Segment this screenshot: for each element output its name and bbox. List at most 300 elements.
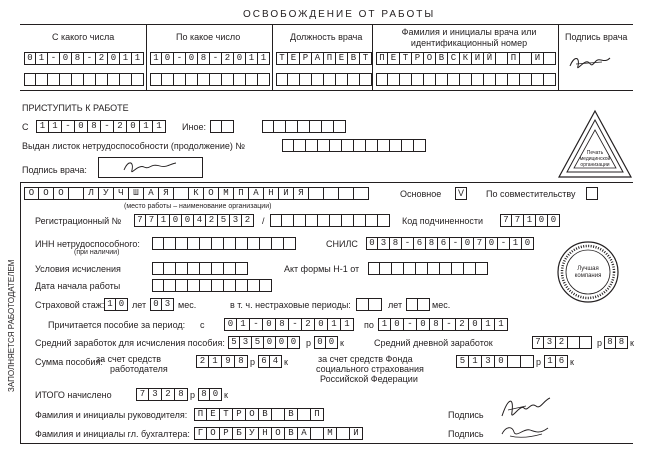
avg-earnings-kop[interactable]: [314, 336, 338, 349]
char-cell: В: [285, 427, 298, 440]
inn-caption: (при наличии): [74, 249, 120, 256]
char-cell: 0: [60, 52, 72, 65]
char-cell: [188, 279, 200, 292]
char-cell: [440, 262, 452, 275]
char-cell: Р: [220, 427, 233, 440]
section-line: [20, 182, 633, 183]
char-cell: М: [324, 427, 337, 440]
employer-kop-unit: к: [284, 357, 288, 367]
char-cell: 3: [482, 355, 495, 368]
total-kop-unit: к: [224, 390, 228, 400]
char-cell: [212, 279, 224, 292]
period-from-label: с: [200, 320, 205, 330]
char-cell: [132, 73, 144, 86]
char-cell: И: [279, 187, 294, 200]
char-cell: [300, 73, 312, 86]
inn-label: ИНН нетрудоспособного:: [35, 239, 140, 249]
char-cell: П: [376, 52, 388, 65]
char-cell: [330, 139, 342, 152]
fss-label-2: социального страхования: [316, 364, 424, 374]
char-cell: В: [259, 408, 272, 421]
other-label: Иное:: [182, 122, 206, 132]
char-cell: 6: [414, 237, 426, 250]
char-cell: 2: [162, 388, 175, 401]
period-from[interactable]: [224, 318, 354, 331]
char-cell: В: [285, 408, 298, 421]
period-to-label: по: [364, 320, 374, 330]
char-cell: [311, 427, 324, 440]
head-name[interactable]: [194, 408, 324, 421]
char-cell: [452, 262, 464, 275]
char-cell: 2: [242, 214, 254, 227]
char-cell: [224, 279, 236, 292]
char-cell: 0: [486, 237, 498, 250]
snils-field[interactable]: [366, 237, 534, 250]
medical-stamp-text: Печать медицинской организации: [579, 150, 611, 168]
char-cell: 0: [391, 318, 404, 331]
char-cell: 4: [270, 355, 282, 368]
avg-kop-unit: к: [340, 338, 344, 348]
char-cell: К: [460, 52, 472, 65]
combo-job-checkbox[interactable]: [586, 187, 598, 200]
release-from-date-2[interactable]: [24, 73, 144, 86]
header-to: По какое число: [176, 32, 241, 42]
work-start-from-label: С: [22, 122, 29, 132]
char-cell: 2: [222, 52, 234, 65]
char-cell: [236, 279, 248, 292]
char-cell: 1: [150, 52, 162, 65]
release-from-date[interactable]: [24, 52, 144, 65]
char-cell: Р: [412, 52, 424, 65]
char-cell: [378, 214, 390, 227]
char-cell: О: [54, 187, 69, 200]
char-cell: 7: [146, 214, 158, 227]
char-cell: [188, 262, 200, 275]
char-cell: Р: [300, 52, 312, 65]
release-to-date-2[interactable]: [150, 73, 270, 86]
char-cell: [200, 279, 212, 292]
char-cell: [318, 214, 330, 227]
char-cell: 1: [482, 318, 495, 331]
char-cell: 0: [210, 388, 222, 401]
char-cell: [164, 262, 176, 275]
char-cell: А: [144, 187, 159, 200]
char-cell: [236, 237, 248, 250]
char-cell: [282, 214, 294, 227]
char-cell: 0: [417, 318, 430, 331]
char-cell: 0: [522, 237, 534, 250]
char-cell: [484, 73, 496, 86]
char-cell: 0: [108, 52, 120, 65]
char-cell: 1: [36, 120, 49, 133]
work-start-date[interactable]: [36, 120, 166, 133]
char-cell: Т: [400, 52, 412, 65]
char-cell: [356, 298, 369, 311]
combo-job-label: По совместительству: [486, 189, 576, 199]
char-cell: [532, 73, 544, 86]
daily-earnings-label: Средний дневной заработок: [374, 338, 493, 348]
char-cell: [322, 120, 334, 133]
char-cell: М: [219, 187, 234, 200]
char-cell: [460, 73, 472, 86]
char-cell: 8: [72, 52, 84, 65]
char-cell: [188, 237, 200, 250]
char-cell: -: [250, 318, 263, 331]
char-cell: 8: [235, 355, 248, 368]
char-cell: 1: [258, 52, 270, 65]
main-job-checkbox[interactable]: V: [455, 187, 467, 200]
char-cell: [342, 214, 354, 227]
employer-funds-kop[interactable]: [258, 355, 282, 368]
char-cell: [428, 262, 440, 275]
calc-conditions[interactable]: [152, 262, 248, 275]
doctor-signature-image: [566, 52, 614, 74]
char-cell: 5: [456, 355, 469, 368]
char-cell: [262, 120, 274, 133]
doctor-position-2[interactable]: [276, 73, 372, 86]
act-date[interactable]: [368, 262, 488, 275]
char-cell: 6: [556, 355, 568, 368]
char-cell: 0: [264, 336, 276, 349]
char-cell: П: [508, 52, 520, 65]
char-cell: [224, 262, 236, 275]
char-cell: 5: [218, 214, 230, 227]
char-cell: 7: [136, 388, 149, 401]
char-cell: [248, 279, 260, 292]
char-cell: [288, 73, 300, 86]
company-seal-text: Лучшая компания: [574, 266, 602, 279]
bottom-line: [20, 443, 633, 444]
char-cell: 0: [162, 52, 174, 65]
char-cell: 0: [127, 120, 140, 133]
char-cell: 1: [132, 52, 144, 65]
table-bottom-line: [20, 90, 633, 91]
char-cell: [84, 73, 96, 86]
char-cell: 0: [495, 355, 508, 368]
char-cell: [366, 214, 378, 227]
act-label: Акт формы Н-1 от: [284, 264, 360, 274]
char-cell: 0: [24, 52, 36, 65]
char-cell: [152, 237, 164, 250]
experience-years-label: лет: [132, 300, 147, 310]
char-cell: 2: [302, 318, 315, 331]
char-cell: 8: [175, 388, 188, 401]
char-cell: [248, 237, 260, 250]
doctor-position[interactable]: [276, 52, 372, 65]
medical-stamp-triangle: [556, 108, 634, 180]
char-cell: [284, 237, 296, 250]
char-cell: [120, 73, 132, 86]
char-cell: У: [99, 187, 114, 200]
char-cell: 0: [224, 318, 237, 331]
char-cell: 8: [88, 120, 101, 133]
char-cell: 0: [315, 318, 328, 331]
char-cell: [164, 237, 176, 250]
char-cell: [276, 73, 288, 86]
char-cell: [508, 355, 521, 368]
char-cell: 2: [96, 52, 108, 65]
char-cell: 0: [536, 214, 548, 227]
char-cell: 7: [134, 214, 146, 227]
table-divider: [272, 24, 273, 90]
char-cell: [222, 120, 234, 133]
char-cell: [306, 139, 318, 152]
char-cell: [310, 120, 322, 133]
char-cell: [72, 73, 84, 86]
char-cell: Я: [294, 187, 309, 200]
char-cell: Т: [360, 52, 372, 65]
char-cell: 0: [462, 237, 474, 250]
char-cell: 1: [341, 318, 354, 331]
reg-suffix[interactable]: [270, 214, 390, 227]
char-cell: О: [204, 187, 219, 200]
total-kop[interactable]: [198, 388, 222, 401]
char-cell: 1: [495, 318, 508, 331]
employer-rub-unit: р: [250, 357, 256, 367]
doctor-signature-image: [120, 158, 180, 176]
char-cell: И: [350, 427, 363, 440]
char-cell: 0: [366, 237, 378, 250]
char-cell: П: [194, 408, 207, 421]
char-cell: [376, 73, 388, 86]
char-cell: Н: [259, 427, 272, 440]
char-cell: [174, 73, 186, 86]
char-cell: -: [174, 52, 186, 65]
benefit-sum-label: Сумма пособия:: [35, 357, 103, 367]
period-to[interactable]: [378, 318, 508, 331]
char-cell: [436, 73, 448, 86]
char-cell: [200, 237, 212, 250]
char-cell: Т: [220, 408, 233, 421]
char-cell: [298, 408, 311, 421]
char-cell: 8: [390, 237, 402, 250]
inn-field[interactable]: [152, 237, 296, 250]
char-cell: 2: [556, 336, 568, 349]
char-cell: [406, 298, 418, 311]
char-cell: Л: [84, 187, 99, 200]
char-cell: [236, 262, 248, 275]
fss-funds-kop[interactable]: [544, 355, 568, 368]
employer-side-label: ЗАПОЛНЯЕТСЯ РАБОТОДАТЕЛЕМ: [7, 259, 16, 392]
fss-funds-rub[interactable]: [456, 355, 534, 368]
char-cell: Й: [484, 52, 496, 65]
char-cell: 8: [198, 388, 210, 401]
char-cell: П: [311, 408, 324, 421]
char-cell: 7: [500, 214, 512, 227]
char-cell: -: [402, 237, 414, 250]
char-cell: -: [48, 52, 60, 65]
release-to-date[interactable]: [150, 52, 270, 65]
char-cell: 1: [158, 214, 170, 227]
char-cell: 2: [456, 318, 469, 331]
char-cell: В: [436, 52, 448, 65]
daily-earnings-rub[interactable]: [532, 336, 592, 349]
char-cell: [400, 73, 412, 86]
char-cell: А: [249, 187, 264, 200]
char-cell: [258, 73, 270, 86]
char-cell: [272, 408, 285, 421]
char-cell: О: [424, 52, 436, 65]
calc-conditions-label: Условия исчисления: [35, 264, 121, 274]
daily-rub-unit: р: [597, 338, 603, 348]
char-cell: 0: [182, 214, 194, 227]
other-field[interactable]: [210, 120, 234, 133]
char-cell: [309, 187, 324, 200]
other-date[interactable]: [262, 120, 346, 133]
char-cell: 3: [230, 214, 242, 227]
snils-label: СНИЛС: [326, 239, 358, 249]
char-cell: 0: [170, 214, 182, 227]
char-cell: [521, 355, 534, 368]
char-cell: 1: [140, 120, 153, 133]
char-cell: [200, 262, 212, 275]
char-cell: О: [246, 408, 259, 421]
char-cell: Н: [264, 187, 279, 200]
char-cell: [414, 139, 426, 152]
avg-rub-unit: р: [306, 338, 312, 348]
char-cell: [69, 187, 84, 200]
table-divider: [146, 24, 147, 90]
daily-earnings-kop[interactable]: [604, 336, 628, 349]
char-cell: Ч: [114, 187, 129, 200]
reg-slash: /: [262, 216, 265, 226]
char-cell: [412, 73, 424, 86]
char-cell: [198, 73, 210, 86]
accountant-label: Фамилия и инициалы гл. бухгалтера:: [35, 429, 190, 439]
char-cell: [402, 139, 414, 152]
char-cell: 0: [234, 52, 246, 65]
char-cell: 1: [153, 120, 166, 133]
doctor-name-2[interactable]: [376, 73, 556, 86]
work-start-heading: ПРИСТУПИТЬ К РАБОТЕ: [22, 103, 129, 113]
char-cell: -: [289, 318, 302, 331]
avg-earnings-label: Средний заработок для исчисления пособия:: [35, 338, 225, 348]
char-cell: И: [532, 52, 544, 65]
char-cell: [306, 214, 318, 227]
char-cell: [339, 187, 354, 200]
char-cell: 0: [288, 336, 300, 349]
char-cell: [210, 73, 222, 86]
total-rub[interactable]: [136, 388, 188, 401]
continued-number[interactable]: [282, 139, 426, 152]
char-cell: [544, 52, 556, 65]
char-cell: [336, 73, 348, 86]
char-cell: 1: [544, 355, 556, 368]
char-cell: 8: [198, 52, 210, 65]
char-cell: Е: [336, 52, 348, 65]
reg-number-label: Регистрационный №: [35, 216, 122, 226]
experience-years[interactable]: [104, 298, 128, 311]
char-cell: [378, 139, 390, 152]
doctor-name[interactable]: [376, 52, 556, 65]
char-cell: 1: [209, 355, 222, 368]
char-cell: 3: [378, 237, 390, 250]
non-insurance-months[interactable]: [406, 298, 430, 311]
char-cell: 0: [326, 336, 338, 349]
char-cell: [294, 139, 306, 152]
char-cell: П: [234, 187, 249, 200]
char-cell: [520, 73, 532, 86]
char-cell: 0: [150, 298, 162, 311]
char-cell: 6: [258, 355, 270, 368]
doctor-sign-label: Подпись врача:: [22, 165, 87, 175]
daily-kop-unit: к: [630, 338, 634, 348]
char-cell: [416, 262, 428, 275]
char-cell: [24, 73, 36, 86]
fss-label-1: за счет средств Фонда: [318, 354, 413, 364]
organization-caption: (место работы – наименование организации): [124, 203, 272, 210]
non-insurance-years[interactable]: [356, 298, 382, 311]
char-cell: 8: [276, 318, 289, 331]
char-cell: [260, 279, 272, 292]
char-cell: [337, 427, 350, 440]
employer-funds-label-1: за счет средств: [96, 354, 162, 364]
char-cell: 3: [240, 336, 252, 349]
char-cell: [496, 73, 508, 86]
char-cell: Б: [233, 427, 246, 440]
char-cell: [210, 120, 222, 133]
char-cell: -: [62, 120, 75, 133]
char-cell: [418, 298, 430, 311]
char-cell: [360, 73, 372, 86]
table-divider: [558, 24, 559, 90]
char-cell: Я: [159, 187, 174, 200]
char-cell: -: [450, 237, 462, 250]
char-cell: -: [210, 52, 222, 65]
fss-kop-unit: к: [570, 357, 574, 367]
char-cell: А: [298, 427, 311, 440]
char-cell: 1: [237, 318, 250, 331]
char-cell: [366, 139, 378, 152]
char-cell: О: [272, 427, 285, 440]
char-cell: 2: [196, 355, 209, 368]
reg-number[interactable]: [134, 214, 254, 227]
avg-earnings-rub[interactable]: [228, 336, 300, 349]
char-cell: -: [404, 318, 417, 331]
char-cell: У: [246, 427, 259, 440]
char-cell: [580, 336, 592, 349]
experience-months[interactable]: [150, 298, 174, 311]
char-cell: 0: [116, 298, 128, 311]
char-cell: [424, 73, 436, 86]
period-label: Причитается пособие за период:: [48, 320, 186, 330]
char-cell: 9: [222, 355, 235, 368]
char-cell: [568, 336, 580, 349]
sub-code[interactable]: [500, 214, 560, 227]
char-cell: 6: [438, 237, 450, 250]
char-cell: [162, 73, 174, 86]
start-date[interactable]: [152, 279, 272, 292]
sub-code-label: Код подчиненности: [402, 216, 484, 226]
char-cell: [286, 120, 298, 133]
char-cell: 3: [162, 298, 174, 311]
char-cell: [476, 262, 488, 275]
non-insurance-label: в т. ч. нестраховые периоды:: [230, 300, 351, 310]
char-cell: Ш: [129, 187, 144, 200]
accountant-name[interactable]: [194, 427, 363, 440]
char-cell: О: [24, 187, 39, 200]
fss-label-3: Российской Федерации: [320, 374, 418, 384]
char-cell: [174, 187, 189, 200]
organization-name[interactable]: [24, 187, 369, 200]
employer-funds-rub[interactable]: [196, 355, 248, 368]
non-insurance-months-label: мес.: [432, 300, 451, 310]
start-date-label: Дата начала работы: [35, 281, 121, 291]
non-insurance-years-label: лет: [388, 300, 403, 310]
char-cell: 2: [206, 214, 218, 227]
char-cell: [368, 262, 380, 275]
char-cell: 0: [186, 52, 198, 65]
